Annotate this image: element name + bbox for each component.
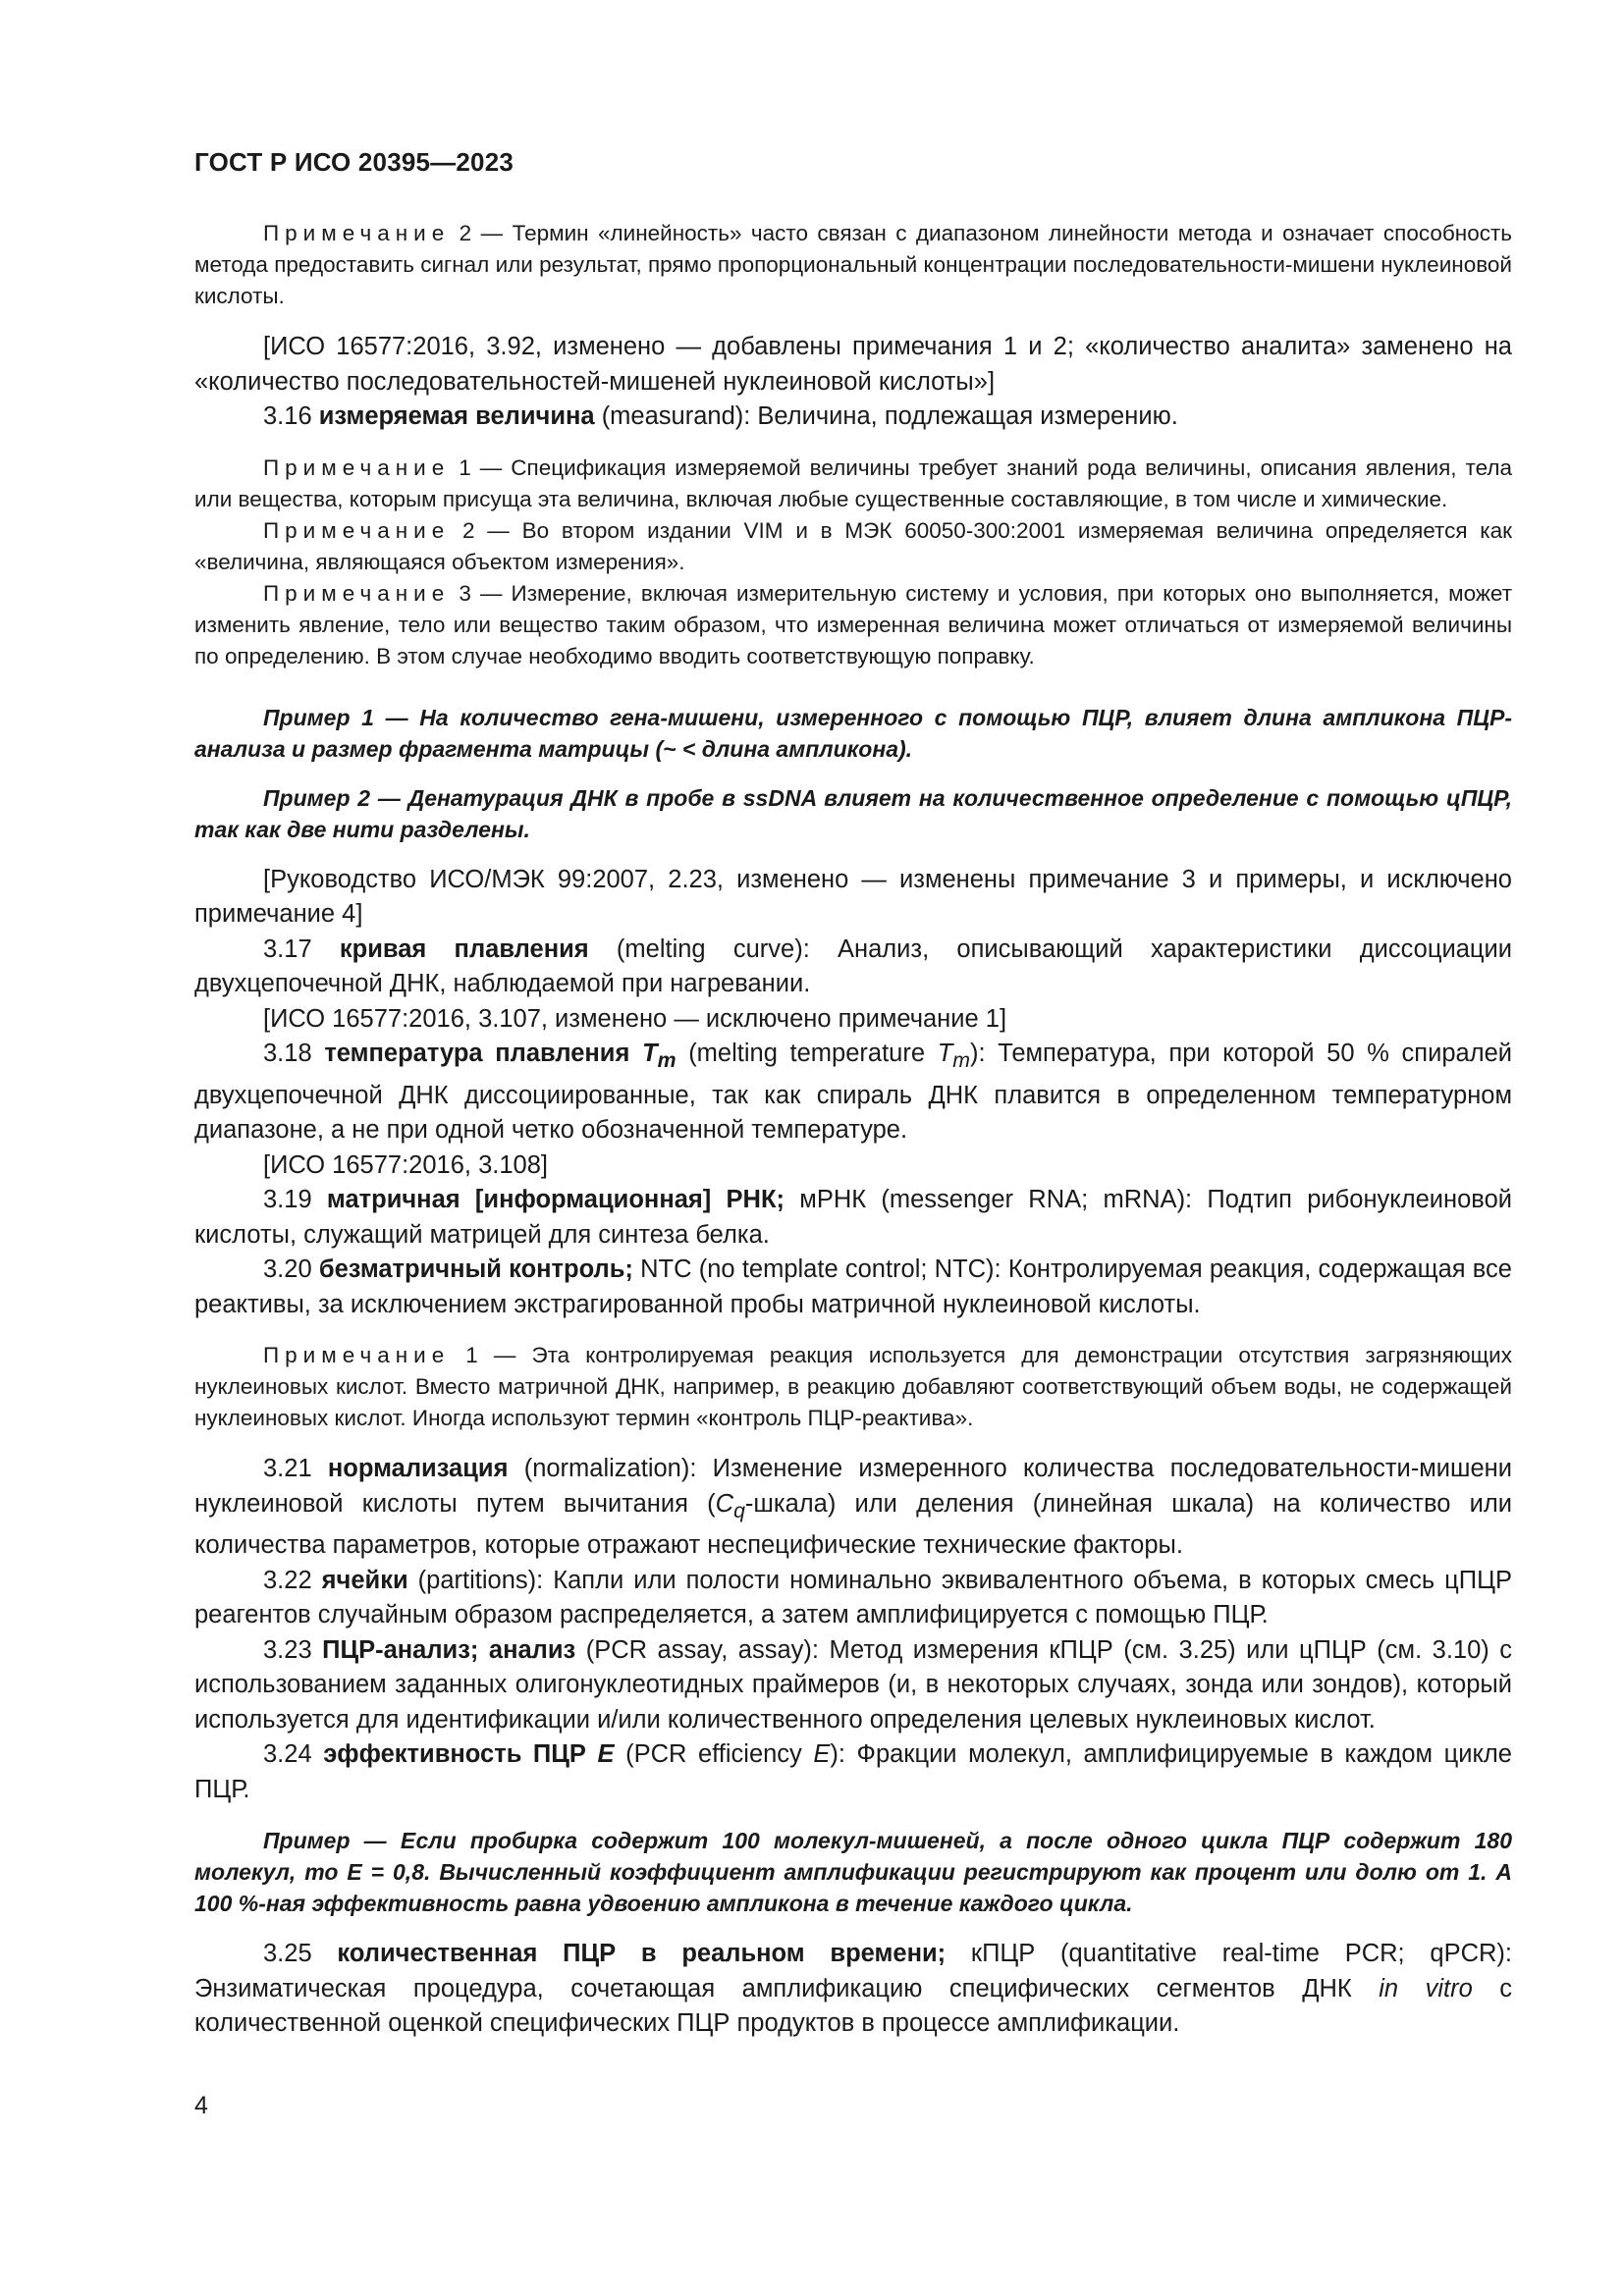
term-number: 3.17 <box>263 934 312 963</box>
example-1: Пример 1 — На количество гена-мишени, измеренного с помощью ПЦР, влияет длина ампликона ПЦР-анализа и размер фрагмента матрицы (~ < длина ампликона). <box>194 704 1512 762</box>
term-name: нормализация <box>327 1455 509 1483</box>
term-number: 3.23 <box>263 1635 312 1664</box>
example-2: Пример 2 — Денатурация ДНК в пробе в ssDNA влияет на количественное определение с помощью цПЦР, так как две нити разделены. <box>194 784 1512 842</box>
note-ntc-1 <box>194 1340 1512 1434</box>
note-label: Примечание <box>263 221 451 245</box>
term-symbol-inline: T <box>937 1040 953 1067</box>
term-3-18 <box>194 1037 1512 1148</box>
term-3-20 <box>194 1253 1512 1322</box>
term-number: 3.21 <box>263 1455 312 1483</box>
term-name: безматричный контроль; <box>318 1255 633 1284</box>
note-measurand-1 <box>194 453 1512 515</box>
note-label: Примечание <box>263 454 451 480</box>
term-definition: (PCR assay, assay): Метод измерения кПЦР (см. 3.25) или цПЦР (см. 3.10) с использованием заданных олигонуклеотидных праймеров (и, в некоторых случаях, зонда или зондов), который используется для идентификации и/или количественного определения целевых нуклеиновых кислот. <box>194 1635 1513 1734</box>
term-definition: мРНК (messenger RNA; mRNA): Подтип рибонуклеиновой кислоты, служащий матрицей для синтеза белка. <box>194 1186 1512 1249</box>
term-number: 3.19 <box>263 1186 312 1214</box>
term-name: кривая плавления <box>339 934 589 963</box>
term-symbol: C <box>715 1489 734 1518</box>
page-number: 4 <box>194 2092 208 2119</box>
term-definition-start: кПЦР (quantitative real-time PCR; qPCR): Энзиматическая процедура, сочетающая амплификацию специфических сегментов ДНК <box>194 1940 1513 2002</box>
note-text: 3 — Измерение, включая измерительную систему и условия, при которых оно выполняется, может изменить явление, тело или вещество таким образом, что измеренная величина может отличаться от измеряемой величины по определению. В этом случае необходимо вводить соответствующую поправку. <box>194 580 1512 668</box>
term-name: количественная ПЦР в реальном времени; <box>337 1940 947 1968</box>
term-symbol-inline: E <box>813 1740 831 1769</box>
note-text: 1 — Эта контролируемая реакция используется для демонстрации отсутствия загрязняющих нуклеиновых кислот. Вместо матричной ДНК, например, в реакцию добавляют соответствующий объем воды, не содержащей нуклеиновых кислот. Иногда используют термин «контроль ПЦР-реактива». <box>194 1343 1512 1431</box>
note-label: Примечание <box>263 517 451 543</box>
term-number: 3.18 <box>263 1040 312 1067</box>
term-italic: in vitro <box>1379 1974 1473 2002</box>
note-linearity-2 <box>194 218 1512 312</box>
term-number: 3.22 <box>263 1566 312 1594</box>
term-3-16 <box>194 400 1512 435</box>
term-definition: ): Температура, при которой 50 % спиралей двухцепочечной ДНК диссоциированные, так как спираль ДНК плавится в определенном температурном диапазоне, а не при одной четко обозначенной температуре. <box>194 1040 1513 1145</box>
example-pcr-efficiency: Пример — Если пробирка содержит 100 молекул-мишеней, а после одного цикла ПЦР содержит 180 молекул, то E = 0,8. Вычисленный коэффициент амплификации регистрируют как процент или долю от 1. А 100 %-ная эффективность равна удвоению ампликона в течение каждого цикла. <box>194 1828 1512 1917</box>
term-symbol: T <box>642 1040 658 1067</box>
source-reference: [ИСО 16577:2016, 3.92, изменено — добавлены примечания 1 и 2; «количество аналита» заменено на «количество последовательностей-мишеней нуклеиновой кислоты»] <box>194 333 1512 396</box>
term-3-23 <box>194 1633 1512 1738</box>
term-name: эффективность ПЦР <box>323 1740 586 1769</box>
note-measurand-2 <box>194 515 1512 578</box>
term-3-17 <box>194 933 1512 1002</box>
term-3-25 <box>194 1937 1512 2042</box>
term-english: (melting temperature <box>676 1040 938 1067</box>
term-definition: NTC (no template control; NTC): Контролируемая реакция, содержащая все реактивы, за исключением экстрагированной пробы матричной нуклеиновой кислоты. <box>194 1255 1512 1318</box>
term-definition: -шкала) или деления (линейная шкала) на количество или количества параметров, которые отражают неспецифические технические факторы. <box>194 1489 1512 1560</box>
term-3-24 <box>194 1737 1512 1807</box>
term-definition: с количественной оценкой специфических ПЦР продуктов в процессе амплификации. <box>194 1974 1513 2038</box>
term-name: матричная [информационная] РНК; <box>326 1186 785 1214</box>
term-symbol-subscript: q <box>733 1498 745 1522</box>
term-3-19 <box>194 1183 1512 1253</box>
term-english: (PCR efficiency <box>614 1740 814 1769</box>
document-body <box>194 218 1512 2042</box>
note-label: Примечание <box>263 580 451 606</box>
term-definition: (measurand): Величина, подлежащая измерению. <box>594 402 1178 430</box>
term-symbol-inline-subscript: m <box>952 1048 970 1073</box>
term-number: 3.24 <box>263 1740 312 1769</box>
term-definition: ): Фракции молекул, амплифицируемые в каждом цикле ПЦР. <box>194 1740 1512 1803</box>
term-definition: (partitions): Капли или полости номинально эквивалентного объема, в которых смесь цПЦР реагентов случайным образом распределяется, а затем амплифицируется с помощью ПЦР. <box>194 1566 1512 1629</box>
term-number: 3.20 <box>263 1255 312 1284</box>
term-definition-start: (normalization): Изменение измеренного количества последовательности-мишени нуклеиновой кислоты путем вычитания ( <box>194 1455 1512 1518</box>
term-number: 3.25 <box>263 1940 312 1968</box>
term-3-21 <box>194 1452 1512 1564</box>
note-text: 1 — Спецификация измеряемой величины требует знаний рода величины, описания явления, тела или вещества, которым присуща эта величина, включая любые существенные составляющие, в том числе и химические. <box>194 454 1512 511</box>
source-reference: [Руководство ИСО/МЭК 99:2007, 2.23, изменено — изменены примечание 3 и примеры, и исключено примечание 4] <box>194 865 1512 928</box>
document-header: ГОСТ Р ИСО 20395—2023 <box>194 147 514 177</box>
term-name: температура плавления <box>324 1040 630 1067</box>
term-symbol: E <box>597 1740 615 1769</box>
term-symbol-subscript: m <box>657 1048 677 1073</box>
term-name: ПЦР-анализ; анализ <box>322 1635 576 1664</box>
source-reference: [ИСО 16577:2016, 3.107, изменено — исключено примечание 1] <box>263 1004 1007 1033</box>
term-definition: (melting curve): Анализ, описывающий характеристики диссоциации двухцепочечной ДНК, наблюдаемой при нагревании. <box>194 934 1512 997</box>
term-number: 3.16 <box>263 402 312 430</box>
note-measurand-3 <box>194 578 1512 672</box>
note-text: 2 — Во втором издании VIM и в МЭК 60050-300:2001 измеряемая величина определяется как «величина, являющаяся объектом измерения». <box>194 517 1512 574</box>
note-label: Примечание <box>263 1343 451 1368</box>
note-text: 2 — Термин «линейность» часто связан с диапазоном линейности метода и означает способность метода предоставить сигнал или результат, прямо пропорциональный концентрации последовательности-мишени нуклеиновой кислоты. <box>194 221 1512 308</box>
term-3-22 <box>194 1564 1512 1633</box>
term-name: ячейки <box>321 1566 408 1594</box>
term-name: измеряемая величина <box>318 402 595 430</box>
source-reference: [ИСО 16577:2016, 3.108] <box>263 1150 548 1179</box>
